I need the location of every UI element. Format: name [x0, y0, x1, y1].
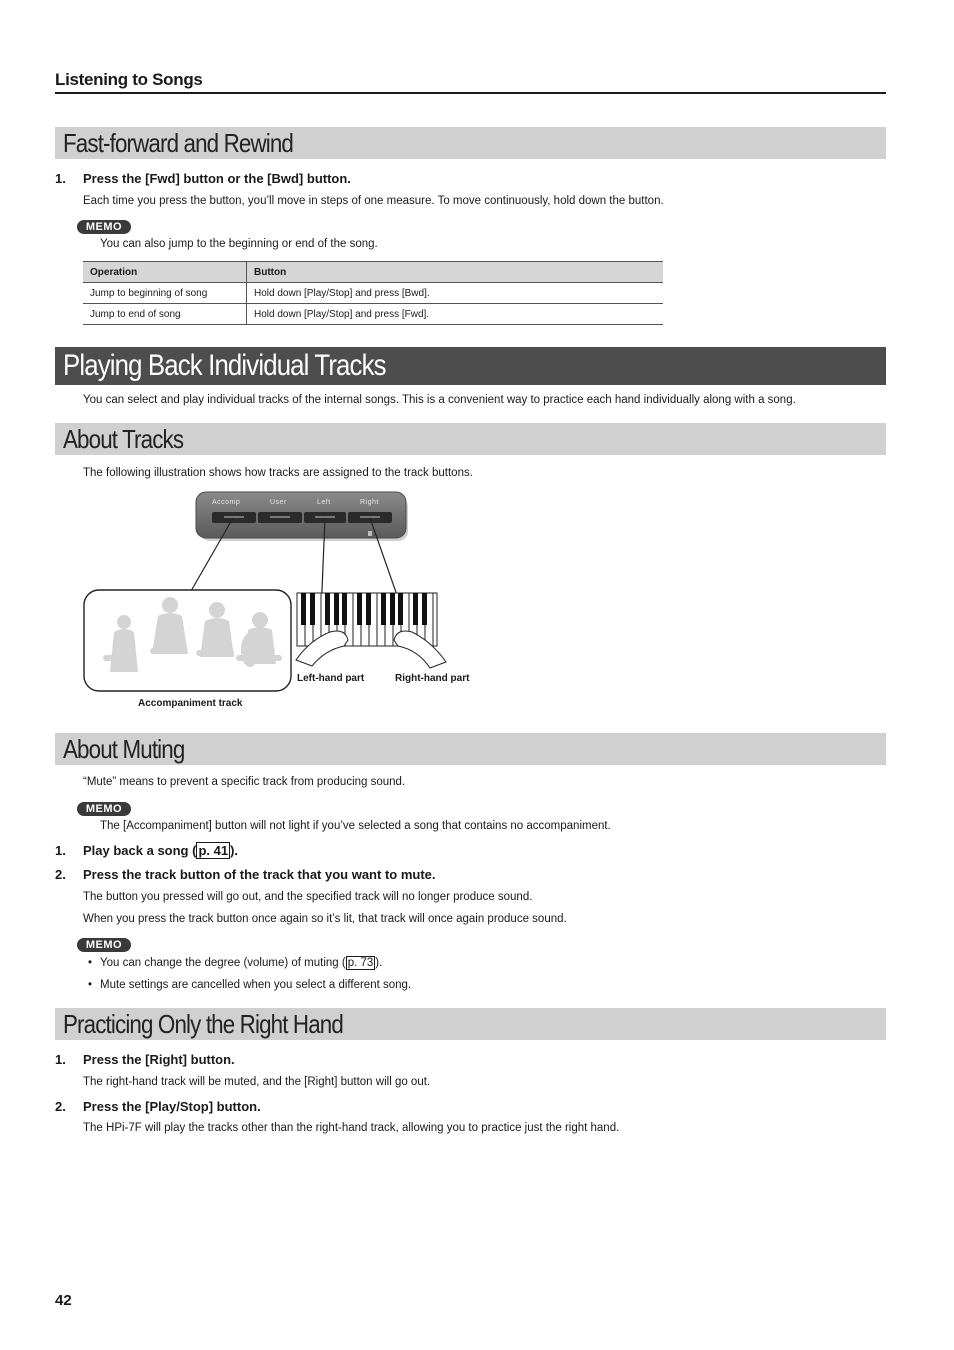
- bullet-marker: •: [88, 979, 93, 991]
- left-hand-part-caption: Left-hand part: [297, 673, 365, 684]
- step-number: 1.: [55, 171, 66, 186]
- section-description: “Mute” means to prevent a specific track from producing sound.: [83, 776, 406, 788]
- accomp-button-label: Accomp: [212, 499, 241, 506]
- column-header-operation: Operation: [83, 262, 247, 283]
- memo-bullet-item: You can change the degree (volume) of muting ( p. 73 ).: [100, 957, 383, 969]
- accompaniment-track-caption: Accompaniment track: [138, 698, 243, 709]
- memo-text: The [Accompaniment] button will not light if you’ve selected a song that contains no accompaniment.: [100, 820, 611, 832]
- memo-badge: MEMO: [77, 938, 131, 952]
- step-instruction: Press the [Right] button.: [83, 1052, 235, 1067]
- step-number: 1.: [55, 843, 66, 858]
- heading-fast-forward: Fast-forward and Rewind: [55, 127, 886, 159]
- step-instruction: Press the [Play/Stop] button.: [83, 1099, 261, 1114]
- lock-icon: [368, 531, 372, 536]
- right-hand-icon: [394, 631, 446, 668]
- section-description: The following illustration shows how tracks are assigned to the track buttons.: [83, 467, 473, 479]
- step-number: 2.: [55, 867, 66, 882]
- memo-badge: MEMO: [77, 220, 131, 234]
- page-reference-link[interactable]: p. 73: [347, 957, 374, 969]
- user-button-label: User: [270, 499, 287, 506]
- step-instruction: Play back a song ( p. 41 ).: [83, 843, 239, 858]
- step-number: 2.: [55, 1099, 66, 1114]
- heading-right-hand: Practicing Only the Right Hand: [55, 1008, 886, 1040]
- section-description: You can select and play individual tracks of the internal songs. This is a convenient way to practice each hand individually along with a song.: [83, 394, 796, 406]
- step-description: Each time you press the button, you’ll move in steps of one measure. To move continuously, hold down the button.: [83, 195, 664, 207]
- step-instruction: Press the track button of the track that you want to mute.: [83, 867, 436, 882]
- right-button-label: Right: [360, 499, 379, 506]
- heading-about-tracks: About Tracks: [55, 423, 886, 455]
- step-description: The HPi-7F will play the tracks other than the right-hand track, allowing you to practice just the right hand.: [83, 1122, 620, 1134]
- running-section-title: Listening to Songs: [55, 70, 203, 89]
- left-button-label: Left: [317, 499, 331, 506]
- table-cell: Hold down [Play/Stop] and press [Fwd].: [247, 304, 664, 325]
- memo-bullet-item: Mute settings are cancelled when you select a different song.: [100, 979, 412, 991]
- step-number: 1.: [55, 1052, 66, 1067]
- step-instruction: Press the [Fwd] button or the [Bwd] button.: [83, 171, 351, 186]
- step-description: When you press the track button once again so it’s lit, that track will once again produce sound.: [83, 913, 567, 925]
- step-description: The button you pressed will go out, and the specified track will no longer produce sound.: [83, 891, 533, 903]
- heading-individual-tracks: Playing Back Individual Tracks: [55, 347, 886, 385]
- page-reference-link[interactable]: p. 41: [198, 843, 229, 858]
- memo-text: You can also jump to the beginning or end of the song.: [100, 238, 378, 250]
- heading-about-muting: About Muting: [55, 733, 886, 765]
- table-cell: Hold down [Play/Stop] and press [Bwd].: [247, 283, 664, 304]
- column-header-button: Button: [247, 262, 664, 283]
- page-number: 42: [55, 1292, 72, 1309]
- table-cell: Jump to end of song: [83, 304, 247, 325]
- bullet-marker: •: [88, 957, 93, 969]
- right-hand-part-caption: Right-hand part: [395, 673, 470, 684]
- memo-badge: MEMO: [77, 802, 131, 816]
- step-description: The right-hand track will be muted, and the [Right] button will go out.: [83, 1076, 431, 1088]
- keyboard-illustration: [296, 593, 446, 668]
- table-cell: Jump to beginning of song: [83, 283, 247, 304]
